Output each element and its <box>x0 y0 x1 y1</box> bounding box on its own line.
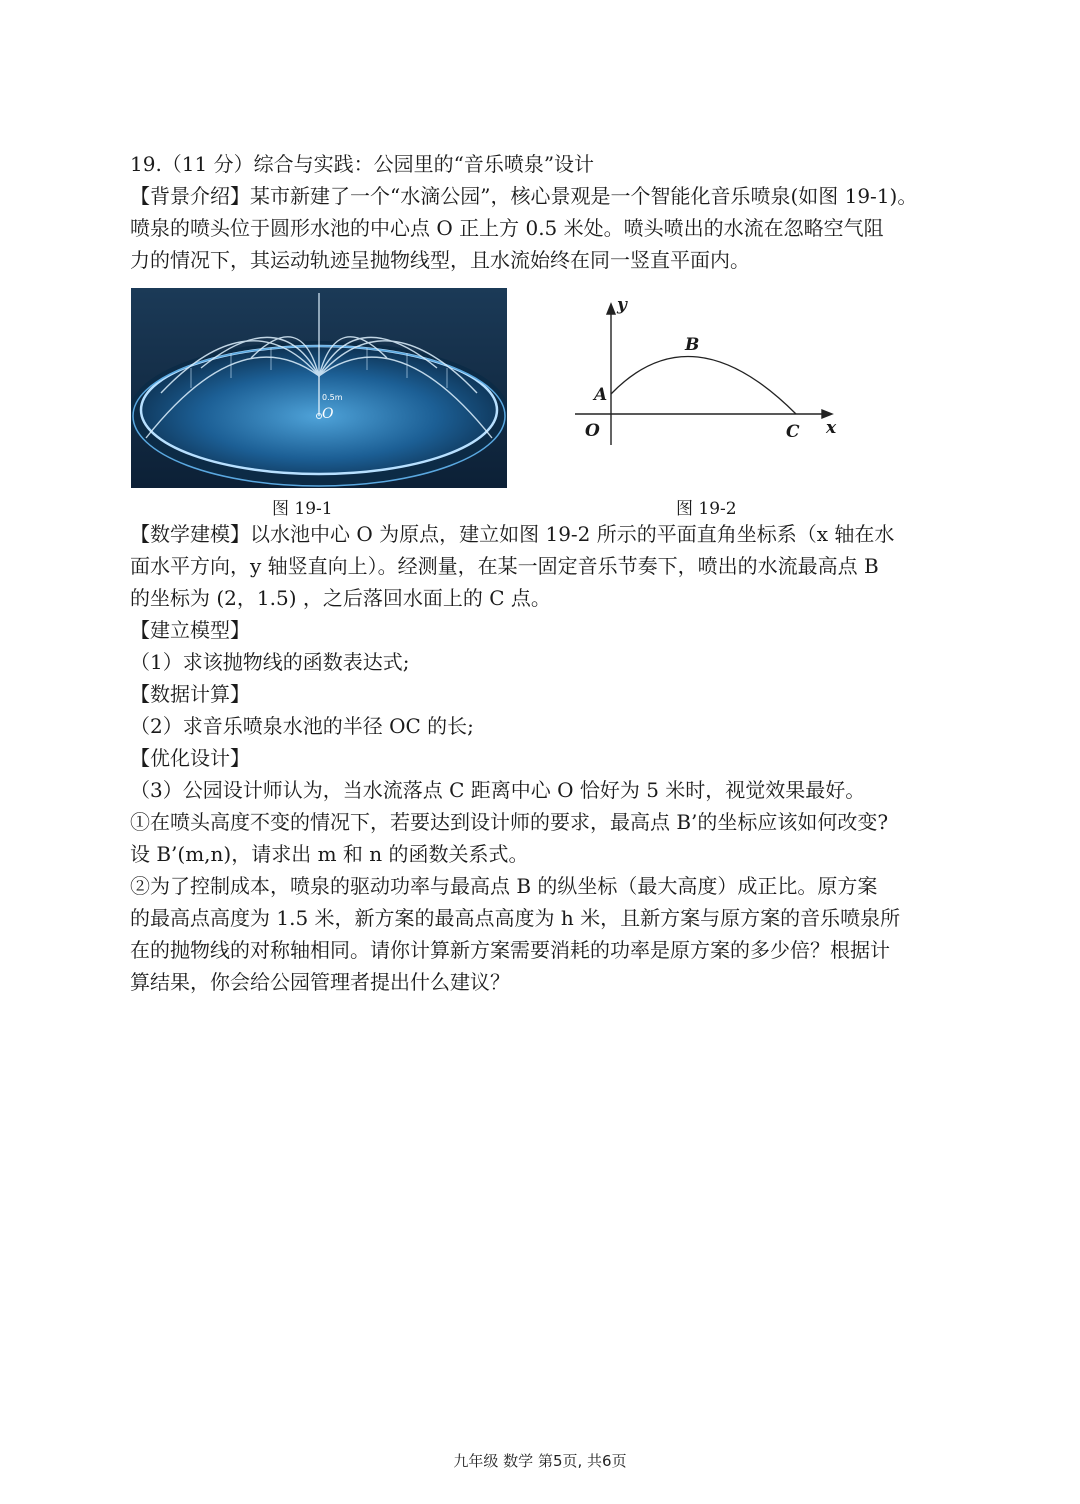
subquestion-3-part2-line4: 算结果，你会给公园管理者提出什么建议？ <box>130 970 510 994</box>
subquestion-3-part1-line1: ①在喷头高度不变的情况下，若要达到设计师的要求，最高点 B’的坐标应该如何改变? <box>130 810 889 834</box>
subquestion-3-part1-line2: 设 B’(m,n)，请求出 m 和 n 的函数关系式。 <box>130 842 529 866</box>
subquestion-1: （1）求该抛物线的函数表达式; <box>130 650 410 674</box>
question-intro <box>130 148 960 276</box>
page-footer: 九年级 数学 第5页, 共6页 <box>453 1452 627 1470</box>
subquestion-3-part2-line1: ②为了控制成本，喷泉的驱动功率与最高点 B 的纵坐标（最大高度）成正比。原方案 <box>130 874 878 898</box>
subquestion-3: （3）公园设计师认为，当水流落点 C 距离中心 O 恰好为 5 米时，视觉效果最好。 <box>130 778 866 802</box>
modeling-line-1: 【数学建模】以水池中心 O 为原点，建立如图 19-2 所示的平面直角坐标系（x 轴在水 <box>130 522 895 546</box>
figure1-caption: 图 19-1 <box>272 499 333 519</box>
background-line-3: 力的情况下，其运动轨迹呈抛物线型，且水流始终在同一竖直平面内。 <box>130 248 750 272</box>
y-axis-label: y <box>617 295 627 315</box>
parabola-curve <box>611 356 796 414</box>
point-b-label: B <box>685 335 700 355</box>
fountain-illustration <box>131 288 507 488</box>
subquestion-3-part2-line3: 在的抛物线的对称轴相同。请你计算新方案需要消耗的功率是原方案的多少倍？根据计 <box>130 938 890 962</box>
origin-label: O <box>585 421 600 441</box>
parabola-diagram <box>570 290 850 450</box>
center-label: O <box>322 406 334 422</box>
question-title: 19.（11 分）综合与实践：公园里的“音乐喷泉”设计 <box>130 152 595 176</box>
modeling-line-3: 的坐标为 (2，1.5) ，之后落回水面上的 C 点。 <box>130 586 551 610</box>
x-axis-label: x <box>826 418 837 438</box>
background-line-2: 喷泉的喷头位于圆形水池的中心点 O 正上方 0.5 米处。喷头喷出的水流在忽略空气阻 <box>130 216 884 240</box>
subquestion-3-part2-line2: 的最高点高度为 1.5 米，新方案的最高点高度为 h 米，且新方案与原方案的音乐喷泉所 <box>130 906 901 930</box>
section-heading-design: 【优化设计】 <box>130 746 250 770</box>
question-body <box>130 518 960 998</box>
coordinate-plane <box>570 290 850 450</box>
height-label: 0.5m <box>322 393 343 402</box>
background-line-1: 【背景介绍】某市新建了一个“水滴公园”，核心景观是一个智能化音乐喷泉(如图 19-1)。 <box>130 184 918 208</box>
subquestion-2: （2）求音乐喷泉水池的半径 OC 的长; <box>130 714 474 738</box>
point-c-label: C <box>786 422 800 442</box>
figure2-caption: 图 19-2 <box>676 499 737 519</box>
point-a-label: A <box>594 385 608 405</box>
section-heading-calc: 【数据计算】 <box>130 682 250 706</box>
section-heading-model: 【建立模型】 <box>130 618 250 642</box>
fountain-photo <box>131 288 507 488</box>
modeling-line-2: 面水平方向，y 轴竖直向上）。经测量，在某一固定音乐节奏下，喷出的水流最高点 B <box>130 554 879 578</box>
y-axis-arrow <box>607 304 615 314</box>
x-axis-arrow <box>822 410 832 418</box>
